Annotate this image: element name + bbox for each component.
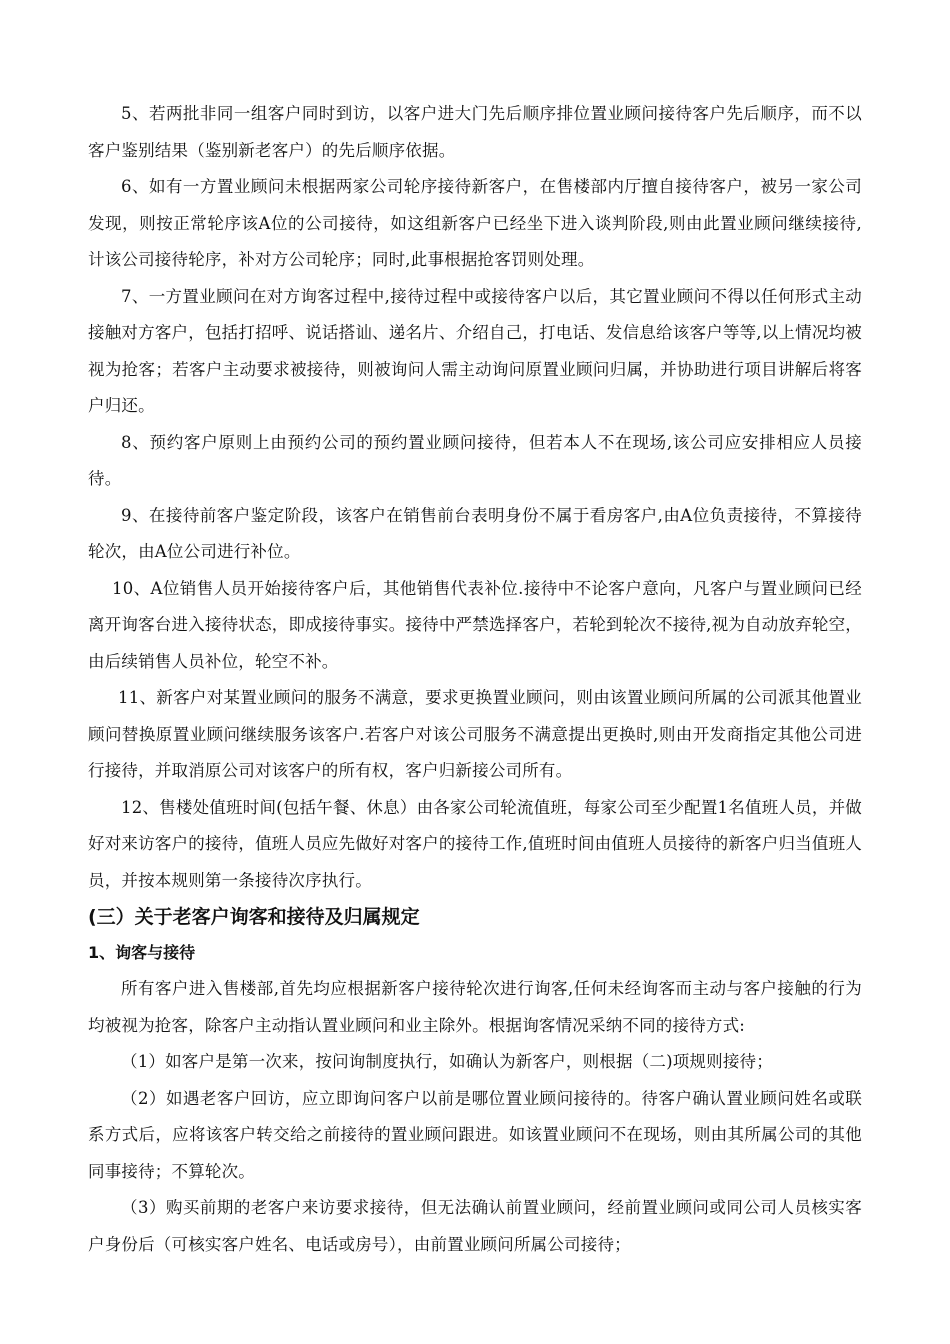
inquiry-item-1: （1）如客户是第一次来，按问询制度执行，如确认为新客户，则根据（二)项规则接待； [121, 1052, 773, 1071]
rule-paragraph-9: 9、在接待前客户鉴定阶段，该客户在销售前台表明身份不属于看房客户,由A位负责接待，不算接待轮次，由A位公司进行补位。 [88, 505, 862, 561]
section-heading: (三）关于老客户询客和接待及归属规定 [88, 906, 420, 928]
rule-paragraph-12: 12、售楼处值班时间(包括午餐、休息）由各家公司轮流值班，每家公司至少配置1名值班人员，并做好对来访客户的接待，值班人员应先做好对客户的接待工作,值班时间由值班人员接待的新客户归当值班人员，并按本规则第一条接待次序执行。 [88, 797, 862, 890]
inquiry-paragraph: 所有客户进入售楼部,首先均应根据新客户接待轮次进行询客,任何未经询客而主动与客户接触的行为均被视为抢客，除客户主动指认置业顾问和业主除外。根据询客情况采纳不同的接待方式: [88, 979, 862, 1035]
sub-heading: 1、询客与接待 [88, 943, 196, 962]
rule-paragraph-11: 11、新客户对某置业顾问的服务不满意，要求更换置业顾问，则由该置业顾问所属的公司派其他置业顾问替换原置业顾问继续服务该客户.若客户对该公司服务不满意提出更换时,则由开发商指定其他公司进行接待，并取消原公司对该客户的所有权，客户归新接公司所有。 [88, 688, 862, 780]
rule-paragraph-6: 6、如有一方置业顾问未根据两家公司轮序接待新客户，在售楼部内厅擅自接待客户，被另一家公司发现，则按正常轮序该A位的公司接待，如这组新客户已经坐下进入谈判阶段,则由此置业顾问继续接待,计该公司接待轮序，补对方公司轮序；同时,此事根据抢客罚则处理。 [88, 177, 862, 269]
inquiry-item-3: （3）购买前期的老客户来访要求接待，但无法确认前置业顾问，经前置业顾问或同公司人员核实客户身份后（可核实客户姓名、电话或房号），由前置业顾问所属公司接待； [88, 1198, 862, 1254]
rule-paragraph-8: 8、预约客户原则上由预约公司的预约置业顾问接待，但若本人不在现场,该公司应安排相应人员接待。 [88, 432, 862, 488]
rule-paragraph-7: 7、一方置业顾问在对方询客过程中,接待过程中或接待客户以后，其它置业顾问不得以任何形式主动接触对方客户，包括打招呼、说话搭讪、递名片、介绍自己，打电话、发信息给该客户等等,以上情况均被视为抢客；若客户主动要求被接待，则被询问人需主动询问原置业顾问归属，并协助进行项目讲解后将客户归还。 [88, 286, 862, 415]
document-page [88, 96, 862, 1263]
rule-paragraph-10: 10、A位销售人员开始接待客户后，其他销售代表补位.接待中不论客户意向，凡客户与置业顾问已经离开询客台进入接待状态，即成接待事实。接待中严禁选择客户，若轮到轮次不接待,视为自动放弃轮空，由后续销售人员补位，轮空不补。 [88, 578, 862, 671]
rule-paragraph-5: 5、若两批非同一组客户同时到访，以客户进大门先后顺序排位置业顾问接待客户先后顺序，而不以客户鉴别结果（鉴别新老客户）的先后顺序依据。 [88, 104, 862, 160]
inquiry-item-2: （2）如遇老客户回访，应立即询问客户以前是哪位置业顾问接待的。待客户确认置业顾问姓名或联系方式后，应将该客户转交给之前接待的置业顾问跟进。如该置业顾问不在现场，则由其所属公司的其他同事接待；不算轮次。 [88, 1088, 862, 1181]
